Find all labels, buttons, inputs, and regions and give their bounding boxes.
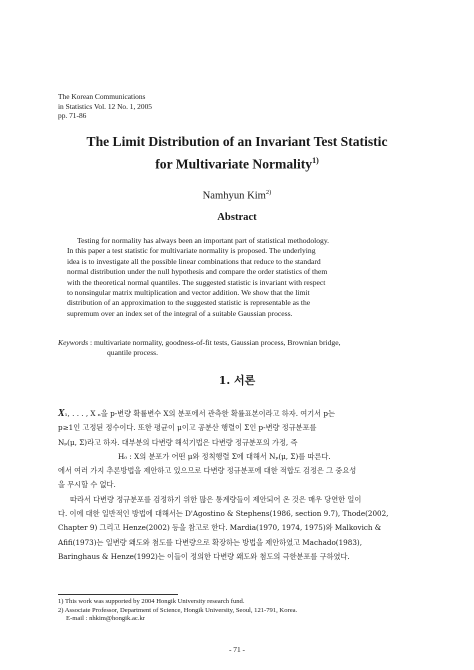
body-text	[58, 407, 418, 564]
abstract-line: distribution of an approximation to the suggested statistic is representable as the	[67, 298, 311, 308]
abstract-line: idea is to investigate all the possible linear combinations that reduce to the standard	[67, 256, 321, 266]
body-line: Baringhaus & Henze(1992)는 이들이 정의한 다변량 왜도와 첨도의 극한분포를 구하였다.	[58, 551, 350, 561]
body-line: 다. 이에 대한 일반적인 방법에 대해서는 D'Agostino & Stephens(1986, section 9.7), Thode(2002,	[58, 509, 389, 519]
paper-title	[40, 132, 434, 174]
hypothesis-line: H₀ : X의 분포가 어떤 μ와 정칙행렬 Σ에 대해서 Nₚ(μ, Σ)를 따른다.	[118, 451, 331, 461]
abstract-line: Testing for normality has always been an important part of statistical methodology.	[77, 236, 330, 245]
body-line: 따라서 다변량 정규분포를 검정하기 위한 많은 통계량들이 제안되어 온 것은 매우 당연한 일이	[70, 494, 362, 504]
abstract-line: with the theoretical normal quantiles. The suggested statistic is invariant with respect	[67, 277, 326, 287]
body-line: Nₚ(μ, Σ)라고 하자. 대부분의 다변량 해석기법은 다변량 정규분포의 가정, 즉	[58, 437, 298, 447]
keywords-list: : multivariate normality, goodness-of-fit tests, Gaussian process, Brownian bridge,	[90, 338, 341, 347]
body-line: 에서 여러 가지 추론방법을 제안하고 있으므로 다변량 정규분포에 대한 적합도 검정은 그 중요성	[58, 466, 357, 476]
journal-info	[58, 92, 152, 121]
journal-name: The Korean Communications	[58, 92, 146, 101]
title-line-1: The Limit Distribution of an Invariant Test Statistic	[86, 134, 388, 149]
abstract-heading: Abstract	[217, 212, 257, 223]
abstract-line: supremum over an index set of the integral of a suitable Gaussian process.	[67, 308, 293, 318]
body-line: p≥1인 고정된 정수이다. 또한 평균이 μ이고 공분산 행렬이 Σ인 p-변량 정규분포를	[58, 423, 317, 433]
section-heading: 1. 서론	[218, 374, 256, 387]
keywords-list-cont: quantile process.	[107, 348, 159, 358]
footnote-1: 1) This work was supported by 2004 Hongik University research fund.	[58, 598, 245, 605]
abstract-line: In this paper a test statistic for multivariate normality is proposed. The underlying	[67, 246, 316, 256]
author-footnote-mark: 2)	[265, 189, 272, 196]
body-line: X₁, . . . , X ₙ을 p-변량 확률변수 X의 분포에서 관측한 확률표본이라고 하자. 여기서 p는	[58, 408, 335, 419]
body-line: Chapter 9) 그리고 Henze(2002) 등을 참고로 한다. Mardia(1970, 1974, 1975)와 Malkovich &	[58, 523, 382, 533]
keywords-label: Keywords	[58, 338, 89, 347]
journal-pages: pp. 71-86	[58, 111, 87, 121]
footnote-2: 2) Associate Professor, Department of Science, Hongik University, Seoul, 121-791, Korea.	[58, 606, 298, 614]
var-x: X	[58, 408, 65, 419]
abstract-body	[67, 236, 407, 319]
page-number: - 71 -	[228, 645, 245, 654]
journal-volume: in Statistics Vol. 12 No. 1, 2005	[58, 101, 152, 111]
footnote-divider	[58, 594, 178, 595]
title-footnote-mark: 1)	[312, 156, 319, 165]
body-line: 을 무시할 수 없다.	[58, 480, 116, 490]
keywords	[58, 338, 418, 359]
footnotes	[58, 598, 418, 624]
title-line-2: for Multivariate Normality$^{1)}$	[155, 156, 319, 172]
footnote-email: E-mail : nhkim@hongik.ac.kr	[66, 615, 145, 623]
author	[40, 189, 434, 202]
author-name: Namhyun Kim	[202, 190, 266, 202]
abstract-line: to nonsingular matrix multiplication and vector addition. We show that the limit	[67, 288, 310, 298]
abstract-line: normal distribution under the null hypothesis and compare the order statistics of them	[67, 267, 328, 277]
body-line: Afifi(1973)는 일변량 왜도와 첨도를 다변량으로 확장하는 방법을 제안하였고 Machado(1983),	[58, 537, 362, 547]
